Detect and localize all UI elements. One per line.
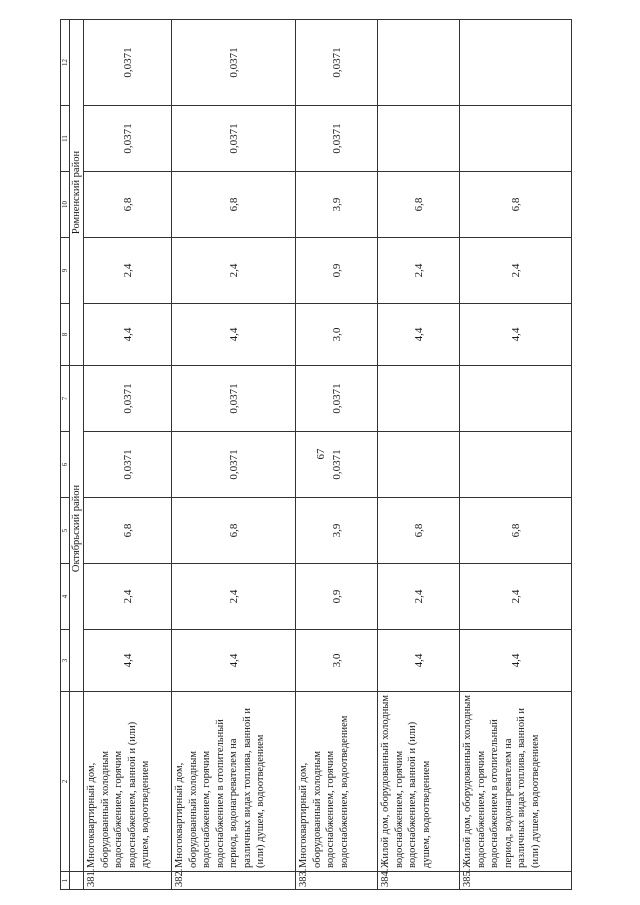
document-sheet <box>60 20 640 890</box>
table-row <box>460 20 572 890</box>
cell: 6,8 <box>460 498 572 564</box>
rotated-table-container <box>60 20 640 890</box>
row-index: 384. <box>378 872 460 890</box>
cell: 4,4 <box>172 630 296 692</box>
cell: 2,4 <box>172 238 296 304</box>
cell: 6,8 <box>460 172 572 238</box>
column-header: 8 <box>61 304 70 366</box>
cell <box>460 366 572 432</box>
cell: 0,0371 <box>296 20 378 106</box>
cell <box>460 432 572 498</box>
cell: 4,4 <box>460 304 572 366</box>
cell <box>378 366 460 432</box>
cell: 6,8 <box>172 172 296 238</box>
row-index: 385. <box>460 872 572 890</box>
region-row <box>70 20 84 890</box>
row-description: Многоквартирный дом, оборудованный холодным водоснабжением, горячим водоснабжением в отопительный период, водонагревателем на различных видах топлива, ванной и (или) душем, водоотведением <box>172 692 296 872</box>
column-header: 5 <box>61 498 70 564</box>
column-header: 9 <box>61 238 70 304</box>
cell: 2,4 <box>378 564 460 630</box>
cell: 3,0 <box>296 304 378 366</box>
cell: 6,8 <box>84 498 172 564</box>
cell: 4,4 <box>84 304 172 366</box>
cell: 6,8 <box>172 498 296 564</box>
row-index: 381. <box>84 872 172 890</box>
cell: 0,0371 <box>172 432 296 498</box>
region-left: Октябрьский район <box>70 366 84 692</box>
cell: 0,9 <box>296 238 378 304</box>
table-row <box>296 20 378 890</box>
cell: 0,9 <box>296 564 378 630</box>
cell: 0,0371 <box>172 20 296 106</box>
cell: 3,9 <box>296 172 378 238</box>
cell: 3,0 <box>296 630 378 692</box>
column-header: 10 <box>61 172 70 238</box>
cell: 6,8 <box>378 172 460 238</box>
cell: 0,0371 <box>296 106 378 172</box>
column-number-row <box>61 20 70 890</box>
column-header: 2 <box>61 692 70 872</box>
region-right: Ромненский район <box>70 20 84 366</box>
cell: 6,8 <box>84 172 172 238</box>
column-header: 7 <box>61 366 70 432</box>
cell: 0,0371 <box>296 366 378 432</box>
cell: 4,4 <box>378 304 460 366</box>
row-description: Многоквартирный дом, оборудованный холодным водоснабжением, горячим водоснабжением, ванной и (или) душем, водоотведением <box>84 692 172 872</box>
cell: 0,0371 <box>296 432 378 498</box>
cell: 0,0371 <box>84 20 172 106</box>
column-header: 4 <box>61 564 70 630</box>
cell: 2,4 <box>172 564 296 630</box>
cell: 2,4 <box>378 238 460 304</box>
page-number: 67 <box>315 448 327 460</box>
column-header: 6 <box>61 432 70 498</box>
cell: 6,8 <box>378 498 460 564</box>
cell: 0,0371 <box>172 106 296 172</box>
cell <box>460 20 572 106</box>
cell: 0,0371 <box>84 106 172 172</box>
cell: 2,4 <box>460 238 572 304</box>
table-row <box>84 20 172 890</box>
table-row <box>172 20 296 890</box>
cell: 3,9 <box>296 498 378 564</box>
cell <box>378 432 460 498</box>
cell: 0,0371 <box>172 366 296 432</box>
table-row <box>378 20 460 890</box>
column-header: 1 <box>61 872 70 890</box>
row-description: Многоквартирный дом, оборудованный холодным водоснабжением, горячим водоснабжением, водоотведением <box>296 692 378 872</box>
column-header: 3 <box>61 630 70 692</box>
cell: 0,0371 <box>84 366 172 432</box>
cell <box>378 106 460 172</box>
cell <box>460 106 572 172</box>
row-index: 383. <box>296 872 378 890</box>
tariff-table <box>60 19 572 890</box>
cell: 4,4 <box>460 630 572 692</box>
cell: 4,4 <box>84 630 172 692</box>
cell: 4,4 <box>172 304 296 366</box>
row-description: Жилой дом, оборудованный холодным водоснабжением, горячим водоснабжением, ванной и (или) душем, водоотведением <box>378 692 460 872</box>
row-description: Жилой дом, оборудованный холодным водоснабжением, горячим водоснабжением в отопительный период, водонагревателем на различных видах топлива, ванной и (или) душем, водоотведением <box>460 692 572 872</box>
cell: 2,4 <box>84 564 172 630</box>
cell: 0,0371 <box>84 432 172 498</box>
cell: 4,4 <box>378 630 460 692</box>
cell <box>378 20 460 106</box>
cell: 2,4 <box>84 238 172 304</box>
cell: 2,4 <box>460 564 572 630</box>
column-header: 11 <box>61 106 70 172</box>
column-header: 12 <box>61 20 70 106</box>
row-index: 382. <box>172 872 296 890</box>
